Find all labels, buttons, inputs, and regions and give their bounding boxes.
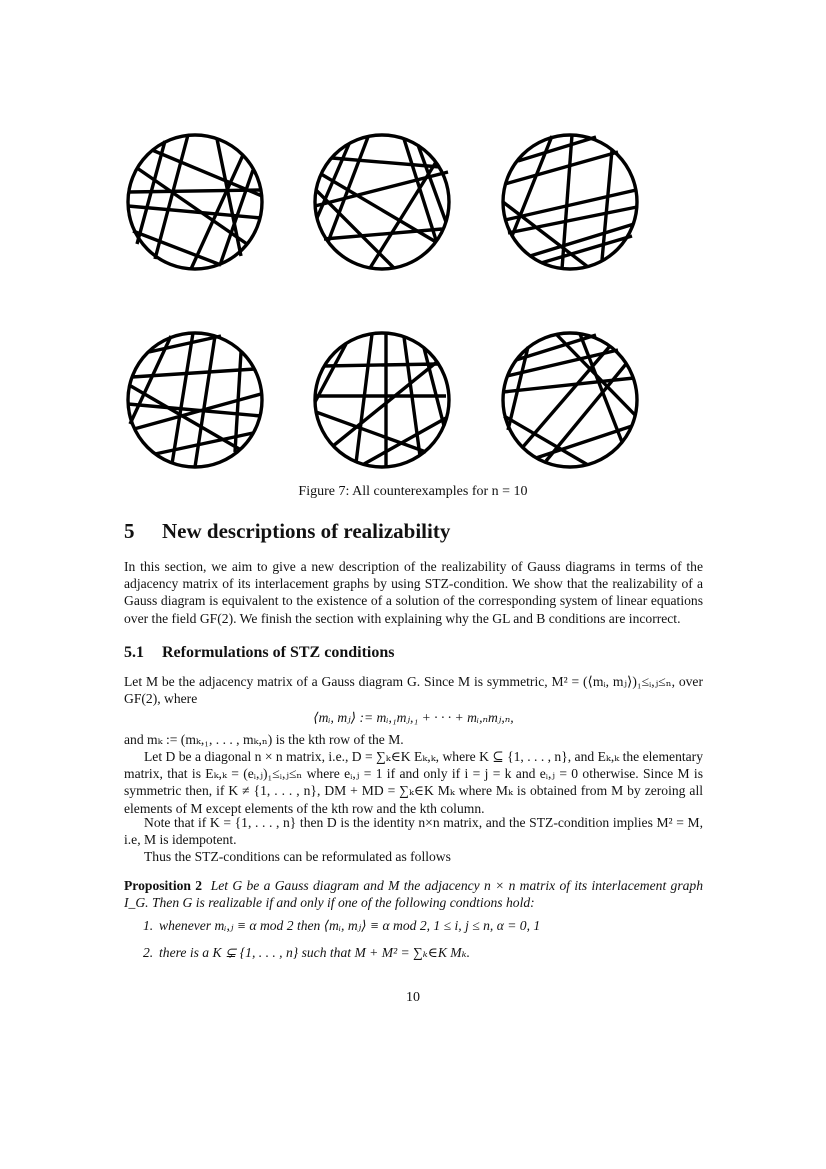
subsection-heading: [124, 644, 394, 662]
proposition-2: [124, 877, 703, 911]
gauss-diagram-2: [312, 132, 452, 272]
proposition-item-2: [143, 945, 703, 961]
figure-caption: Figure 7: All counterexamples for n = 10: [298, 484, 528, 499]
subsection-title: Reformulations of STZ conditions: [162, 644, 395, 661]
gauss-diagram-4: [125, 330, 265, 470]
gauss-diagram-6: [500, 330, 640, 470]
proposition-label: Proposition 2: [124, 878, 203, 893]
paragraph-diagonal-matrix: Let D be a diagonal n × n matrix, i.e., D = ∑ₖ∈K Eₖ,ₖ, where K ⊆ {1, . . . , n}, and Eₖ,ₖ the elementary matrix, that is Eₖ,ₖ = (eᵢ,ⱼ)₁≤ᵢ,ⱼ≤ₙ where eᵢ,ⱼ = 1 if and only if i = j = k and eᵢ,ⱼ = 0 otherwise. Since M is symmetric then, if K ≠ {1, . . . , n}, DM + MD = ∑ₖ∈K Mₖ where Mₖ is obtained from M by zeroing all elements of M except elements of the kth row and the kth column.: [124, 749, 703, 816]
item-text: whenever mᵢ,ⱼ ≡ α mod 2 then ⟨mᵢ, mⱼ⟩ ≡ α mod 2, 1 ≤ i, j ≤ n, α = 0, 1: [159, 918, 541, 933]
gauss-diagram-1: [125, 132, 265, 272]
paragraph-row-definition: and mₖ := (mₖ,₁, . . . , mₖ,ₙ) is the kth row of the M.: [124, 732, 404, 747]
equation-inner-product: ⟨mᵢ, mⱼ⟩ := mᵢ,₁mⱼ,₁ + · · · + mᵢ,ₙmⱼ,ₙ,: [313, 710, 514, 725]
page-number: 10: [406, 990, 420, 1005]
proposition-item-1: [143, 918, 703, 934]
paragraph-adjacency-matrix: Let M be the adjacency matrix of a Gauss diagram G. Since M is symmetric, M² = (⟨mᵢ, mⱼ⟩)₁≤ᵢ,ⱼ≤ₙ, over GF(2), where: [124, 674, 703, 707]
gauss-diagram-5: [312, 330, 452, 470]
paragraph-identity-note: Note that if K = {1, . . . , n} then D is the identity n×n matrix, and the STZ-condition implies M² = M, i.e, M is idempotent.: [124, 815, 703, 848]
section-number: 5: [124, 519, 135, 543]
section-title: New descriptions of realizability: [162, 519, 451, 543]
section-intro-paragraph: In this section, we aim to give a new description of the realizability of Gauss diagrams in terms of the adjacency matrix of its interlacement graphs by using STZ-condition. We show that the realizability of a Gauss diagram is equivalent to the existence of a solution of the corresponding system of linear equations over the field GF(2). We finish the section with explaining why the GL and B conditions are incorrect.: [124, 559, 703, 626]
item-text: there is a K ⊊ {1, . . . , n} such that M + M² = ∑ₖ∈K Mₖ.: [159, 945, 470, 960]
item-number: 2.: [143, 945, 154, 960]
section-heading: [124, 519, 450, 544]
proposition-statement: Let G be a Gauss diagram and M the adjacency n × n matrix of its interlacement graph I_G. Then G is realizable if and only if one of the following condtions hold:: [124, 878, 704, 911]
item-number: 1.: [143, 918, 154, 933]
gauss-diagram-3: [500, 132, 640, 272]
paragraph-reformulation-lead: Thus the STZ-conditions can be reformulated as follows: [144, 849, 451, 864]
subsection-number: 5.1: [124, 644, 144, 661]
